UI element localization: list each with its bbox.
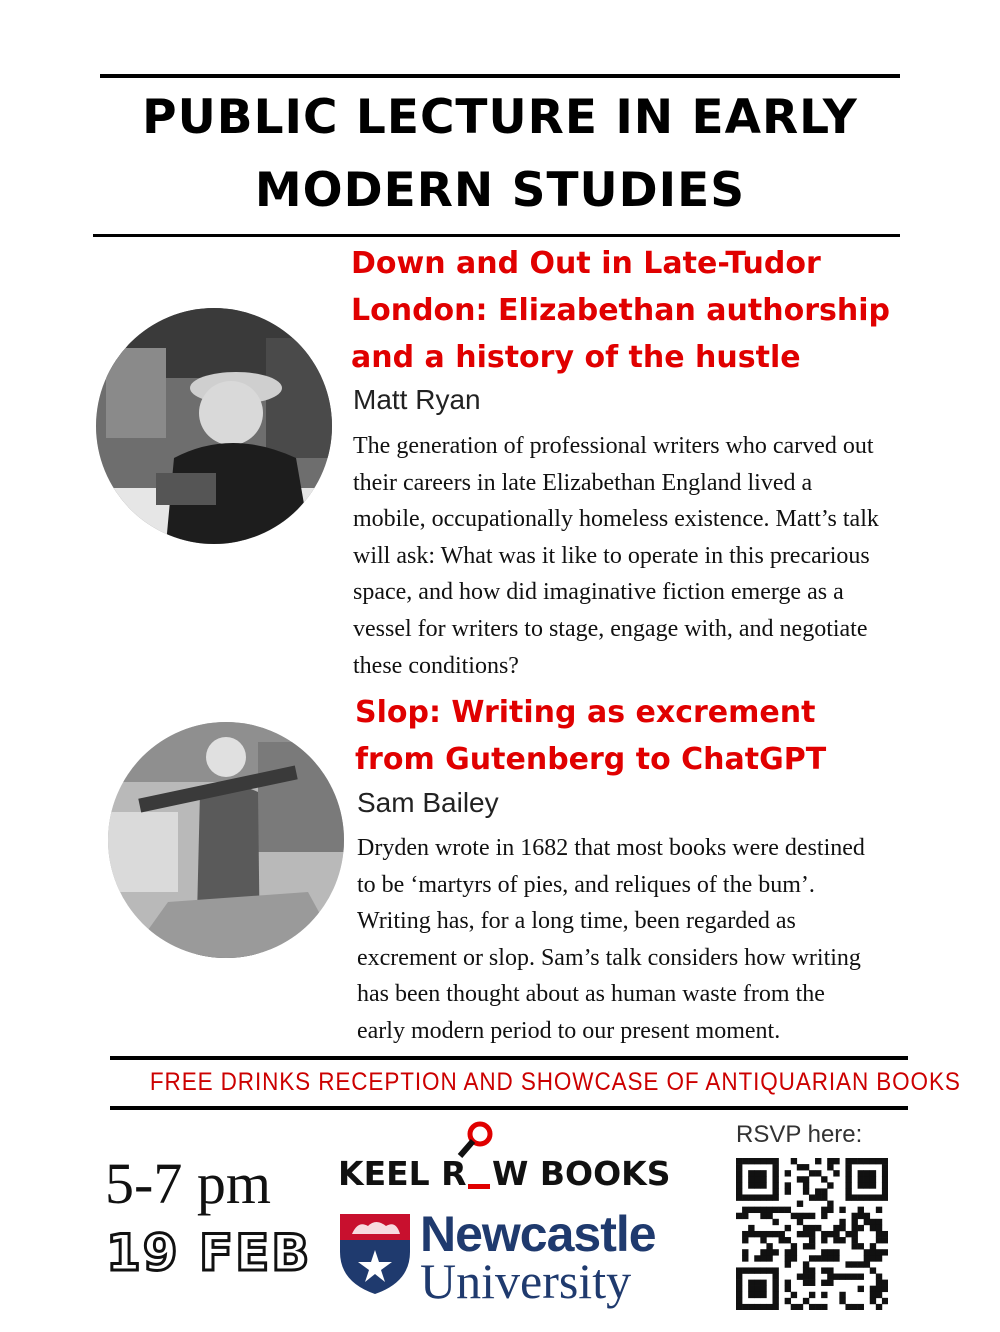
talk-1-abstract [353,428,879,684]
header-bottom-rule [93,234,900,237]
event-date: 19 FEB [106,1224,312,1282]
abstract-line: early modern period to our present moment. [357,1017,781,1044]
page-title-line-2: MODERN STUDIES [254,163,746,218]
abstract-line: mobile, occupationally homeless existence. Matt’s talk [353,506,879,533]
talk-2-title-line-2: from Gutenberg to ChatGPT [355,742,827,777]
reception-banner: FREE DRINKS RECEPTION AND SHOWCASE OF ANTIQUARIAN BOOKS [149,1068,961,1096]
newcastle-wordmark: Newcastle [420,1206,656,1262]
university-wordmark: University [420,1253,632,1309]
page-title-line-1: PUBLIC LECTURE IN EARLY [142,90,858,145]
abstract-line: has been thought about as human waste from the [357,981,825,1008]
talk-2-speaker: Sam Bailey [357,787,499,818]
banner-top-rule [110,1056,908,1060]
university-shield-icon [338,1212,412,1296]
talk-2-title-line-1: Slop: Writing as excrement [355,695,816,730]
abstract-line: Dryden wrote in 1682 that most books were destined [357,835,865,861]
abstract-line: excrement or slop. Sam’s talk considers how writing [357,944,861,971]
keel-row-text-left: KEEL R [338,1154,467,1193]
event-time: 5-7 pm [105,1151,271,1216]
talk-1-title-line-1: Down and Out in Late-Tudor [351,246,821,281]
speaker-photo-matt-ryan [96,308,332,544]
rsvp-label: RSVP here: [736,1121,863,1148]
banner-bottom-rule [110,1106,908,1110]
speaker-photo-sam-bailey [108,722,344,958]
abstract-line: Writing has, for a long time, been regarded as [357,908,796,935]
abstract-line: space, and how did imaginative fiction emerge as a [353,579,844,606]
top-rule [100,74,900,78]
talk-2-abstract [357,830,865,1050]
talk-1-title-line-2: London: Elizabethan authorship [351,293,890,328]
abstract-line: vessel for writers to stage, engage with, and negotiate [353,615,868,642]
talk-1-title-line-3: and a history of the hustle [351,340,801,375]
abstract-line: to be ‘martyrs of pies, and reliques of the bum’. [357,871,815,898]
abstract-line: will ask: What was it like to operate in this precarious [353,542,870,569]
rsvp-qr-code[interactable] [736,1158,888,1310]
abstract-line: their careers in late Elizabethan England lived a [353,469,813,496]
talk-1-speaker: Matt Ryan [353,384,481,415]
abstract-line: these conditions? [353,652,519,679]
keel-row-underscore [468,1184,490,1189]
abstract-line: The generation of professional writers who carved out [353,433,874,459]
keel-row-text-right: W BOOKS [492,1154,671,1193]
